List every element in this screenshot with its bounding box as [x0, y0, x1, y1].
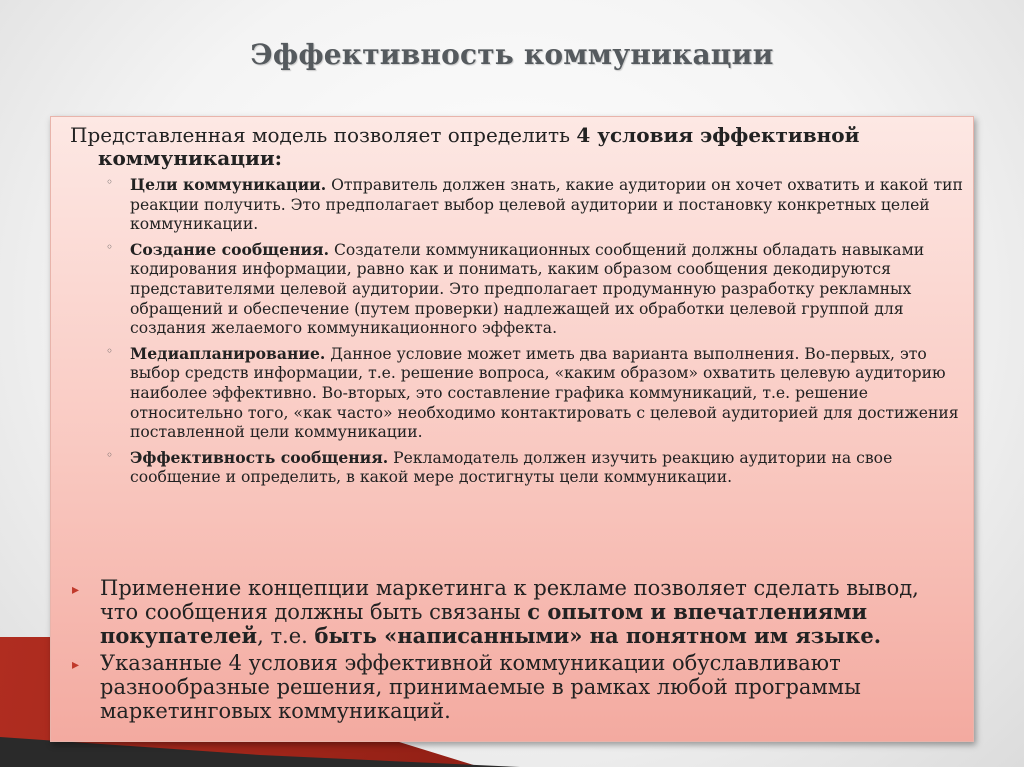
list-item	[100, 175, 970, 235]
lead-bold-1: 4 условия эффективной	[576, 123, 860, 147]
item-text: Рекламодатель должен изучить реакцию аудитории на свое сообщение и определить, в какой мере достигнуты цели коммуникации.	[130, 448, 893, 487]
item-text: Применение концепции маркетинга к рекламе позволяет сделать вывод, что сообщения должны быть связаны	[100, 576, 919, 624]
item-term: Создание сообщения.	[130, 239, 330, 259]
list-item	[72, 651, 962, 723]
lead-paragraph	[70, 124, 960, 170]
bullet-icon: ◦	[106, 447, 114, 462]
lead-text: Представленная модель позволяет определить	[70, 123, 577, 147]
bullet-icon: ◦	[106, 239, 114, 254]
bullet-icon: ◦	[106, 175, 114, 189]
item-text: Указанные 4 условия эффективной коммуникации обуславливают разнообразные решения, принимаемые в рамках любой программы маркетинговых коммуникаций.	[100, 651, 861, 723]
arrow-bullet-icon: ▸	[72, 582, 80, 598]
item-text: Данное условие может иметь два варианта выполнения. Во-первых, это выбор средств информации, т.е. решение вопроса, «каким образом» охватить целевую аудиторию наиболее эффективно. Во-вторых, это составление графика коммуникаций, т.е. решение относительно того, «как часто» необходимо контактировать с целевой аудиторией для достижения поставленной цели коммуникации.	[130, 344, 959, 442]
item-text: , т.е.	[257, 624, 315, 648]
list-item	[72, 576, 962, 648]
item-term: Эффективность сообщения.	[130, 447, 389, 467]
item-term: Медиапланирование.	[130, 343, 326, 363]
item-text: Отправитель должен знать, какие аудитории он хочет охватить и какой тип реакции получить. Это предполагает выбор целевой аудитории и постановку конкретных целей коммуникации.	[130, 176, 963, 234]
list-item	[100, 344, 970, 443]
conclusions-list	[72, 576, 962, 726]
conditions-list	[100, 175, 970, 493]
arrow-bullet-icon: ▸	[72, 657, 80, 673]
bullet-icon: ◦	[106, 343, 114, 358]
item-bold: с опытом и впечатлениями покупателей	[100, 599, 868, 648]
item-term: Цели коммуникации.	[130, 175, 327, 194]
item-bold: быть «написанными» на понятном им языке.	[314, 623, 882, 648]
item-text: Создатели коммуникационных сообщений должны обладать навыками кодирования информации, равно как и понимать, каким образом сообщения декодируются представителями целевой аудитории. Это предполагает продуманную разработку рекламных обращений и обеспечение (путем проверки) надлежащей их обработки целевой группой для создания желаемого коммуникационного эффекта.	[130, 240, 925, 338]
list-item	[100, 240, 970, 339]
slide-title: Эффективность коммуникации	[250, 38, 774, 71]
list-item	[100, 448, 970, 488]
lead-bold-2: коммуникации:	[98, 146, 283, 170]
